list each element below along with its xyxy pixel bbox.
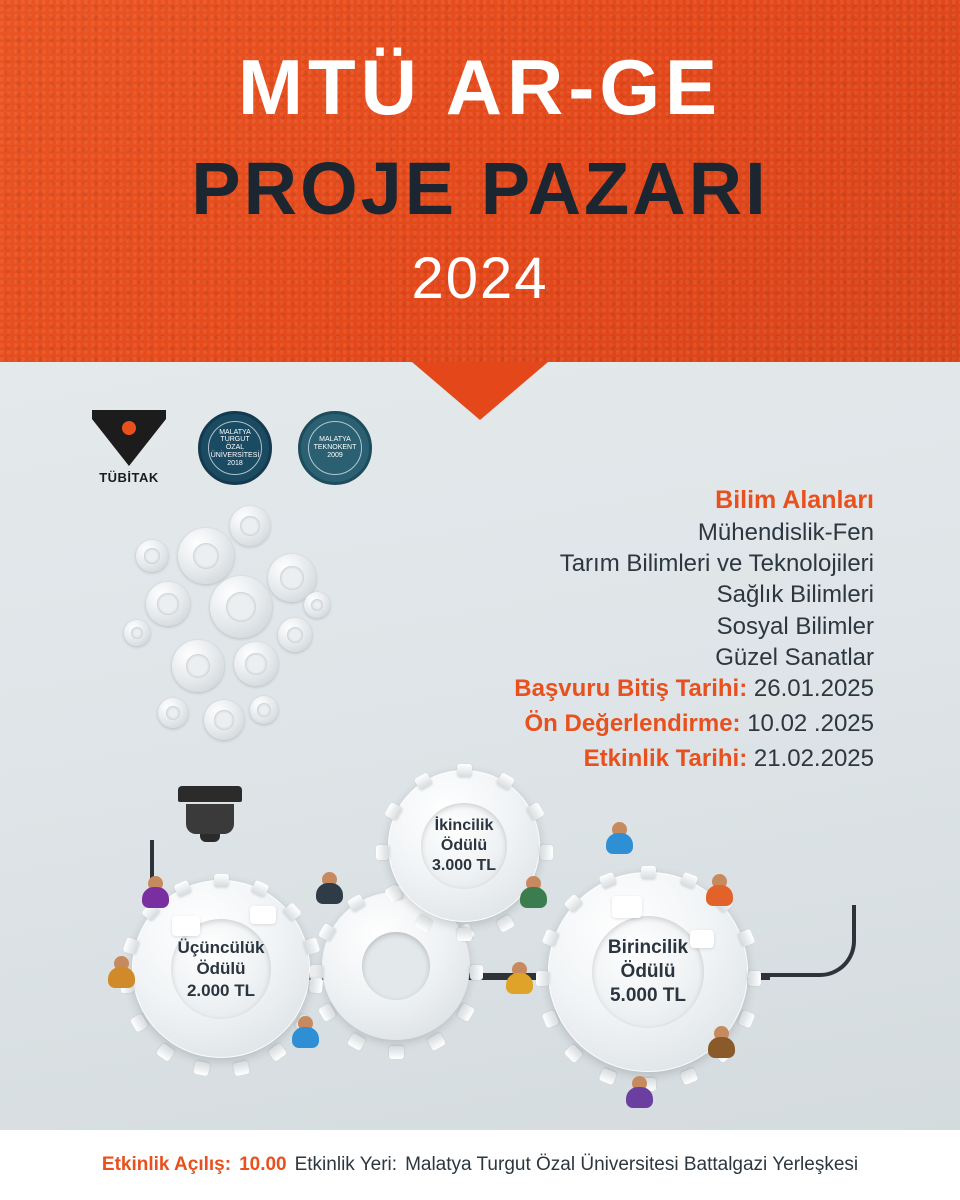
malatya-turgut-ozal-universitesi-logo: [198, 411, 272, 485]
bilim-alani-item: Sosyal Bilimler: [716, 612, 874, 640]
bilim-alani-item: Sağlık Bilimleri: [716, 581, 874, 609]
date-label: Ön Değerlendirme:: [524, 709, 741, 737]
birincilik-odulu-line1: Birincilik: [607, 937, 689, 959]
date-label: Başvuru Bitiş Tarihi:: [514, 675, 748, 702]
bulb-base: [186, 804, 234, 834]
date-label: Etkinlik Tarihi:: [583, 744, 748, 772]
connector-wire: [150, 840, 770, 980]
bilim-alanlari-heading: Bilim Alanları: [715, 486, 874, 514]
logo-row: [86, 410, 372, 485]
tubitak-mark-icon: [92, 410, 166, 466]
footer-bar: [0, 1130, 960, 1200]
desk-prop: [250, 906, 276, 924]
malatya-teknokent-logo-label: MALATYA TEKNOKENT 2009: [308, 421, 362, 475]
ikincilik-odulu-gear: [388, 770, 540, 922]
birincilik-odulu-gear: [548, 872, 748, 1072]
footer-opening-time: 10.00: [239, 1154, 287, 1175]
bilim-alani-item: Tarım Bilimleri ve Teknolojileri: [559, 550, 874, 578]
bilim-alanlari-block: [354, 486, 874, 673]
poster-year: 2024: [411, 246, 549, 311]
date-value: 26.01.2025: [753, 675, 874, 702]
dates-block: [314, 672, 874, 776]
footer-opening-label: Etkinlik Açılış:: [101, 1154, 232, 1175]
desk-prop: [690, 930, 714, 948]
bilim-alani-item: Güzel Sanatlar: [715, 643, 874, 671]
bulb-neck: [178, 786, 242, 802]
desk-prop: [612, 896, 642, 918]
date-row: [314, 707, 874, 742]
birincilik-odulu-amount: 5.000 TL: [609, 984, 687, 1006]
poster-title-line1: MTÜ AR-GE: [237, 43, 723, 131]
ikincilik-odulu-amount: 3.000 TL: [431, 857, 497, 874]
date-value: 10.02 .2025: [747, 709, 874, 737]
malatya-teknokent-logo: [298, 411, 372, 485]
tubitak-logo-label: TÜBİTAK: [99, 470, 159, 485]
ucunculuk-odulu-amount: 2.000 TL: [186, 980, 256, 1000]
date-value: 21.02.2025: [753, 744, 874, 772]
malatya-turgut-ozal-universitesi-logo-label: MALATYA TURGUT ÖZAL ÜNİVERSİTESİ 2018: [208, 421, 262, 475]
footer-venue-label: Etkinlik Yeri:: [294, 1154, 398, 1175]
bilim-alani-item: Mühendislik-Fen: [697, 519, 874, 546]
ikincilik-odulu-line1: İkincilik: [434, 817, 494, 834]
ucunculuk-odulu-line2: Ödülü: [196, 959, 246, 979]
ucunculuk-odulu-line1: Üçüncülük: [177, 938, 265, 958]
tubitak-logo: [86, 410, 172, 485]
footer-venue-value: Malatya Turgut Özal Üniversitesi Battalgazi Yerleşkesi: [405, 1154, 859, 1175]
poster-title-line2: PROJE PAZARI: [191, 147, 769, 230]
date-row: [314, 742, 874, 777]
birincilik-odulu-line2: Ödülü: [620, 961, 676, 983]
desk-prop: [172, 916, 200, 936]
connector-wire-2: [150, 905, 856, 977]
ikincilik-odulu-line2: Ödülü: [440, 837, 488, 854]
ucunculuk-odulu-gear: [132, 880, 310, 1058]
center-gear: [322, 892, 470, 1040]
date-row: [314, 672, 874, 707]
